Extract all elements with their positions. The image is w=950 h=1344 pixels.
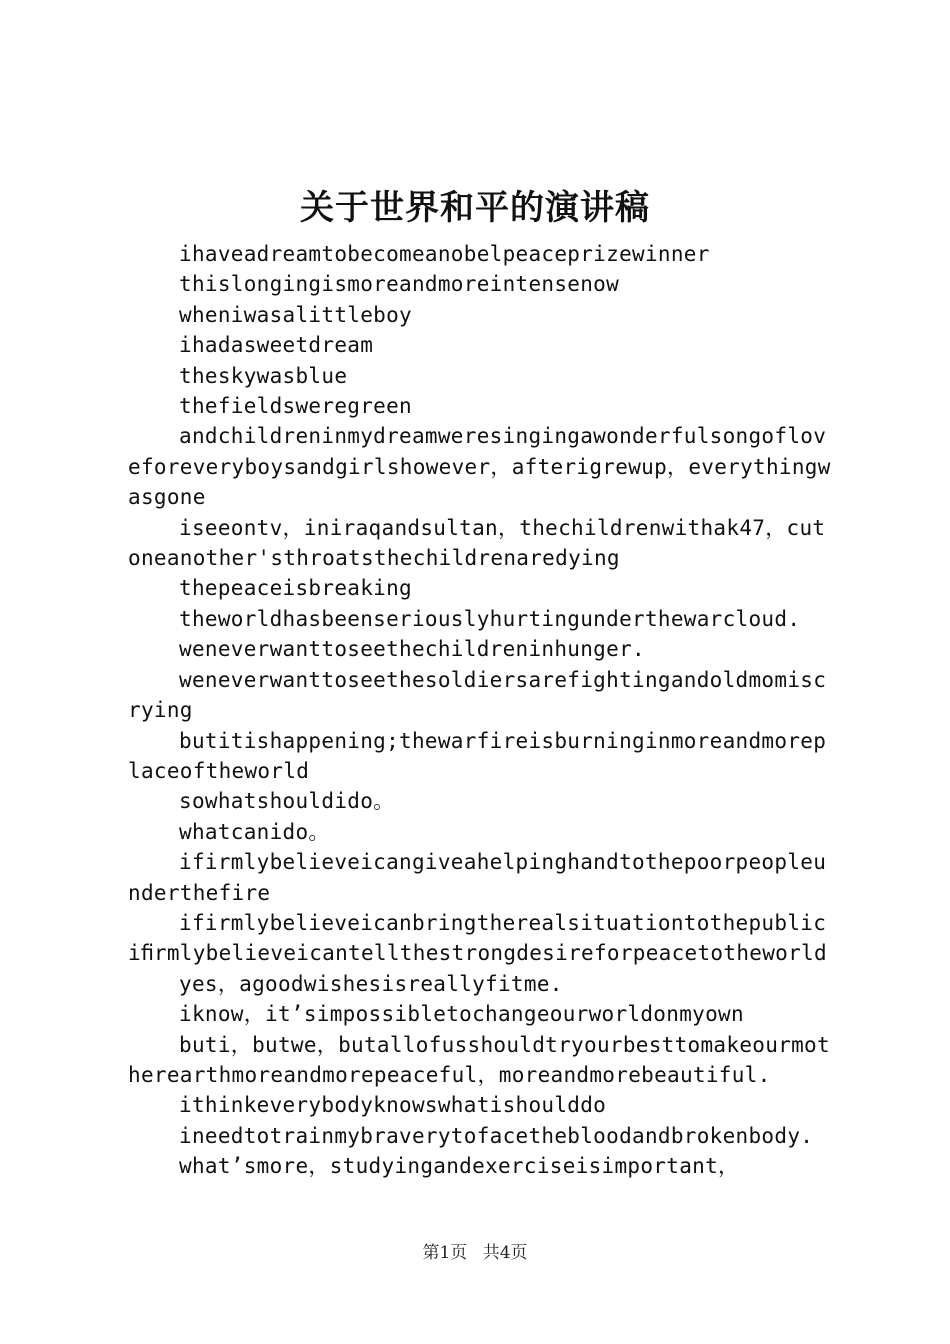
paragraph: thislongingismoreandmoreintensenow [179, 272, 620, 297]
paragraph: ihaveadreamtobecomeanobelpeaceprizewinner [179, 242, 710, 266]
paragraph: iknow，it’simpossibletochangeourworldonmyown [179, 1002, 744, 1027]
paragraph: thefieldsweregreen [179, 394, 412, 419]
paragraph: ithinkeverybodyknowswhatishoulddo [179, 1093, 607, 1118]
paragraph: theworldhasbeenseriouslyhurtingunderthewarcloud. [179, 606, 801, 631]
paragraph: weneverwanttoseethesoldiersarefightingandoldmomiscrying [128, 667, 827, 723]
paragraph: whatcanido。 [179, 819, 330, 844]
page-number: 第1页 [422, 1243, 468, 1263]
document-body [128, 239, 833, 1182]
paragraph: ifirmlybelieveicanbringtherealsituationtothepubliciﬁrmlybelieveicantellthestrongdesireforpeacetotheworld [128, 910, 827, 966]
paragraph: andchildreninmydreamweresingingawonderfulsongofloveforeveryboysandgirlshowever，afterigrewup，everythingwasgone [128, 424, 831, 510]
paragraph: buti，butwe，butallofusshouldtryourbesttomakeourmotherearthmoreandmorepeaceful，moreandmorebeautiful. [128, 1032, 830, 1087]
paragraph: sowhatshouldido。 [179, 789, 395, 814]
paragraph: ifirmlybelieveicangiveahelpinghandtothepoorpeopleunderthefire [128, 850, 827, 905]
paragraph: what’smore，studyingandexerciseisimportant， [179, 1154, 740, 1179]
paragraph: ineedtotrainmybraverytofacethebloodandbrokenbody. [179, 1123, 814, 1148]
paragraph: yes，agoodwishesisreallyfitme. [179, 971, 563, 996]
paragraph: butitishappening;thewarfireisburninginmoreandmoreplaceoftheworld [128, 728, 827, 783]
paragraph: iseeontv，iniraqandsultan，thechildrenwithak47，cutoneanother'sthroatsthechildrenaredying [128, 515, 826, 571]
paragraph: ihadasweetdream [179, 333, 374, 358]
paragraph: weneverwanttoseethechildreninhunger. [179, 637, 645, 662]
page-count: 共4页 [482, 1243, 528, 1263]
paragraph: thepeaceisbreaking [179, 576, 412, 601]
paragraph: theskywasblue [179, 363, 348, 388]
page-footer [0, 1241, 950, 1265]
document-title: 关于世界和平的演讲稿 [300, 188, 650, 228]
paragraph: wheniwasalittleboy [179, 302, 412, 327]
